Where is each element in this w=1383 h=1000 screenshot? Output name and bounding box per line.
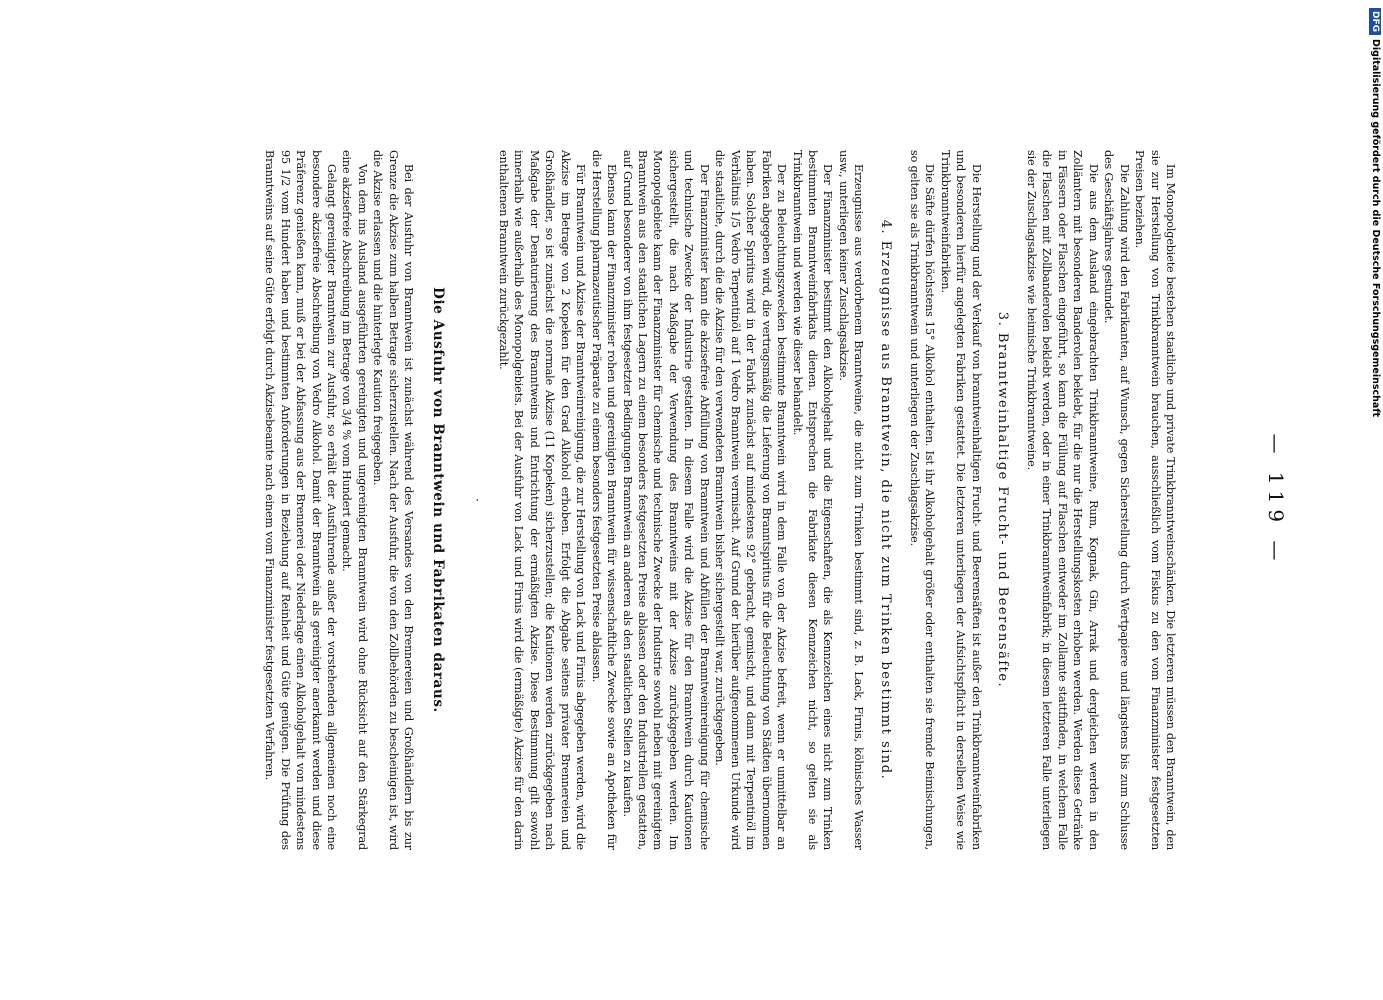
paragraph: Die Zahlung wird den Fabrikanten, auf Wunsch, gegen Sicherstellung durch Wertpapiere und längstens bis zum Schlusse des Geschäftsjahres gestundet. — [1102, 150, 1131, 850]
paragraph: Die Herstellung und der Verkauf von branntweinhaltigen Frucht- und Beerensäften ist außer den Trinkbranntweinfabriken und besonderen hierfür angelegten Fabriken gestattet. Die letzteren unterliegen der Aufsichtspflicht in derselben Weise wie Trinkbranntweinfabriken. — [938, 150, 983, 850]
page-number: — 119 — — [1264, 433, 1288, 567]
paragraph: Von dem ins Ausland ausgeführten gereinigten und ungereinigten Branntwein wird ohne Rücksicht auf den Stärkegrad eine akzisefreie Abschreibung im Betrage von 3/4 % vom Hundert gemacht. — [340, 150, 369, 850]
section-heading-non-drinking-products: 4. Erzeugnisse aus Branntwein, die nicht zum Trinken bestimmt sind. — [878, 219, 894, 781]
digitization-text: Digitalisierung gefördert durch die Deutsche Forschungsgemeinschaft — [1370, 39, 1381, 417]
paragraph: Der zu Beleuchtungszwecken bestimmte Branntwein wird in dem Falle von der Akzise befreit, wenn er unmittelbar an Fabriken abgegeben wird, die vertragsmäßig die Lieferung von Branntspiritus für die Beleuchtung von Städten übernommen haben. Solcher Spiritus wird in der Fabrik zunächst auf mindestens 92° gebracht, gemischt, und dann mit Terpentinöl im Verhältnis 1/5 Vedro Terpentinöl auf 1 Vedro Branntwein vermischt. Auf Grund der hierüber aufgenommenen Urkunde wird die staatliche, durch die die Akzise für den verwendeten Branntwein bisher sichergestellt war, zurückgegeben. — [713, 150, 789, 850]
separator-dot: · — [470, 498, 485, 502]
section-heading-export: Die Ausfuhr von Branntwein und Fabrikaten daraus. — [429, 287, 446, 713]
paragraph: Der Finanzminister bestimmt den Alkoholgehalt und die Eigenschaften, die als Kennzeichen eines nicht zum Trinken bestimmten Branntweinfabrikats dienen. Entsprechen die Fabrikate diesen Kennzeichen nicht, so gelten sie als Trinkbranntwein und werden wie dieser behandelt. — [790, 150, 835, 850]
section-heading-fruit-juices: 3. Branntweinhaltige Frucht- und Beerensäfte. — [995, 311, 1011, 689]
paragraph: Gelangt gereinigter Branntwein zur Ausfuhr, so erhält der Ausführende außer der vorstehenden allgemeinen noch eine besondere akzisefreie Abschreibung von Vedro Alkohol. Damit der Branntwein als gereinigter anerkannt werden und diese Präferenz genießen kann, muß er bei der Abfassung aus der Brennerei oder Niederlage einen Alkoholgehalt von mindestens 95 1/2 vom Hundert haben und bestimmten Anforderungen in Beziehung auf Reinheit und Güte genügen. Die Prüfung des Branntweins auf seine Güte erfolgt durch Akzisebeamte nach einem vom Finanzminister festgesetzten Verfahren. — [263, 150, 339, 850]
intro-section — [1023, 150, 1178, 850]
paragraph: Die aus dem Ausland eingebrachten Trinkbranntweine, Rum, Kognak, Gin, Arrak und dergleichen werden in den Zollämtern mit besonderen Banderolen beklebt, für die nur die Herstellungskosten erhoben werden. Werden diese Getränke in Fässern oder Flaschen eingeführt, so kann die Füllung auf Flaschen entweder im Zollamte stattfinden, in welchem Falle die Flaschen mit Zollbanderolen beklebt werden, oder in einer Trinkbranntweinfabrik; in diesem letzteren Falle unterliegen sie der Zuschlagsakzise wie heimische Trinkbranntweine. — [1024, 150, 1100, 850]
section-export — [262, 150, 417, 850]
paragraph: Bei der Ausfuhr von Branntwein ist zunächst während des Versandes von den Brennereien und Großhändlern bis zur Grenze die Akzise zum halben Betrage sicherzustellen. Nach der Ausfuhr, die von den Zollbehörden zu bescheinigen ist, wird die Akzise erlassen und die hinterlegte Kaution freigegeben. — [371, 150, 416, 850]
paragraph: Im Monopolgebiete bestehen staatliche und private Trinkbranntweinschänken. Die letzteren müssen den Branntwein, den sie zur Herstellung von Trinkbranntwein brauchen, ausschließlich vom Fiskus zu den vom Finanzminister festgesetzten Preisen beziehen. — [1133, 150, 1177, 850]
paragraph: Der Finanzminister kann die akzisefreie Abfüllung von Branntwein und Abfüllen der Branntweinreinigung für chemische und technische Zwecke der Industrie gestatten. In diesem Falle wird die Akzise für den Branntwein durch Kautionen sichergestellt, die nach Maßgabe der Verwendung des Branntweins mit der Akzise zurückgegeben werden. Im Monopolgebiete kann der Finanzminister für chemische und technische Zwecke der Industrie sowohl neben mit gereinigtem Branntwein aus den staatlichen Lagern zu einem besonders festgesetzten Preise ablassen oder den Industriellen gestatten, auf Grund besonderer von ihm festgesetzter Bedingungen Branntwein an anderen als den staatlichen Stellen zu kaufen. — [620, 150, 711, 850]
digitization-note — [1369, 8, 1381, 998]
paragraph: Ebenso kann der Finanzminister rohen und gereinigten Branntwein für wissenschaftliche Zwecke sowie an Apotheken für die Herstellung pharmazeutischer Präparate zu einem besonders festgesetzten Preise ablassen. — [589, 150, 619, 850]
section-non-drinking-products — [495, 150, 866, 850]
paragraph: Für Branntwein und Akzise der Branntweinreinigung, die zur Herstellung von Lack und Firnis abgegeben werden, wird die Akzise im Betrage von 2 Kopeken für den Grad Alkohol erhoben. Erfolgt die Abgabe seitens privater Brennereien und Großhändler, so ist zunächst die normale Akzise (11 Kopeken) sicherzustellen; die Kautionen werden zurückgegeben nach Maßgabe der Denaturierung des Branntweins und Entrichtung der ermäßigten Akzise. Diese Bestimmung gilt sowohl innerhalb wie außerhalb des Monopolgebiets. Bei der Ausfuhr von Lack und Firnis wird die (ermäßigte) Akzise für den darin enthaltenen Branntwein zurückgezahlt. — [496, 150, 588, 850]
paragraph: Die Säfte dürfen höchstens 15° Alkohol enthalten. Ist ihr Alkoholgehalt größer oder enthalten sie fremde Beimischungen, so gelten sie als Trinkbranntwein und unterliegen der Zuschlagsakzise. — [907, 150, 937, 850]
dfg-logo: DFG — [1369, 8, 1381, 35]
page-body — [108, 150, 1178, 850]
section-fruit-juices — [906, 150, 983, 850]
paragraph: Erzeugnisse aus verdorbenem Branntweine, die nicht zum Trinken bestimmt sind, z. B. Lack, Firnis, kölnisches Wasser usw., unterliegen keiner Zuschlagsakzise. — [836, 150, 866, 850]
